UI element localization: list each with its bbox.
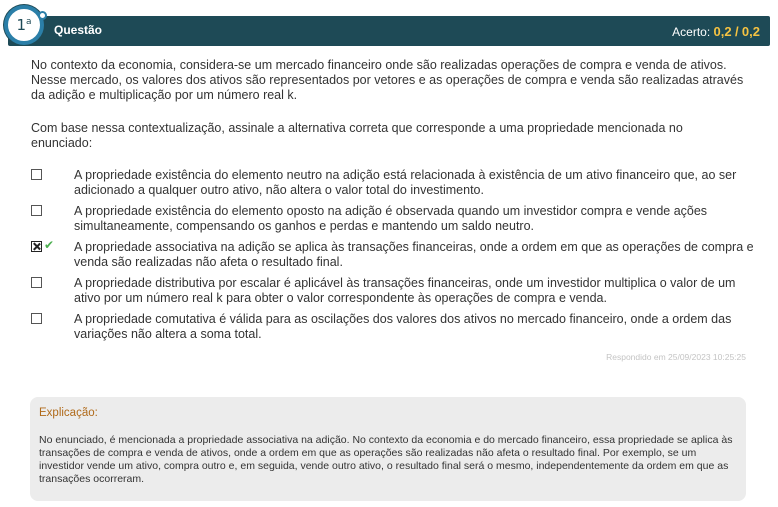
option-text: A propriedade distributiva por escalar é aplicável às transações financeiras, onde um investidor multiplica o valor de um ativo por um número real k para obter o valor correspondente às operações de compra e venda. [74,276,736,305]
option-checkbox-checked[interactable] [31,241,42,252]
option-e[interactable] [31,312,751,348]
option-text: A propriedade comutativa é válida para as oscilações dos valores dos ativos no mercado financeiro, onde a ordem das variações não altera a soma total. [74,312,732,341]
score-value: 0,2 [713,24,732,39]
explanation-text: No enunciado, é mencionada a propriedade associativa na adição. No contexto da economia e do mercado financeiro, essa propriedade se aplica às transações de compra e venda de ativos, onde a ordem em que as operações são realizadas não afeta o resultado final. Por exemplo, se um investidor vende um ativo, compra outro e, em seguida, vende outro ativo, o resultado final será o mesmo, independentemente da ordem em que as transações ocorreram. [39,434,733,485]
question-header [8,16,770,46]
option-text: A propriedade existência do elemento neutro na adição está relacionada à existência de um ativo financeiro que, ao ser adicionado a qualquer outro ativo, não altera o valor total do investimento. [74,168,737,197]
option-c[interactable] [31,238,754,276]
option-text: A propriedade associativa na adição se aplica às transações financeiras, onde a ordem em que as operações de compra e venda são realizadas não afeta o resultado final. [74,240,754,269]
answered-timestamp: Respondido em 25/09/2023 10:25:25 [606,352,746,362]
question-number-badge [4,5,44,45]
score [672,24,760,39]
option-checkbox[interactable] [31,169,42,180]
score-label: Acerto: [672,25,711,39]
explanation-box [30,397,746,501]
option-b[interactable] [31,204,751,240]
explanation-title: Explicação: [39,407,98,419]
option-d[interactable] [31,276,751,312]
option-text: A propriedade existência do elemento oposto na adição é observada quando um investidor compra e vende ações simultaneamente, compensando os ganhos e perdas e mantendo um saldo neutro. [74,204,708,233]
score-separator: / [734,24,739,39]
correct-check-icon: ✔ [44,238,55,252]
option-checkbox[interactable] [31,313,42,324]
badge-dot-icon [38,11,47,20]
option-checkbox[interactable] [31,205,42,216]
question-prompt: Com base nessa contextualização, assinale a alternativa correta que corresponde a uma propriedade mencionada no enunciado: [31,121,683,150]
option-checkbox[interactable] [31,277,42,288]
options-list [31,168,754,348]
option-a[interactable] [31,168,751,204]
question-number: 1$^a$ [16,16,32,34]
score-total: 0,2 [741,24,760,39]
question-title: Questão [54,23,103,37]
question-text: No contexto da economia, considera-se um mercado financeiro onde são realizadas operações de compra e venda de ativos. Nesse mercado, os valores dos ativos são representados por vetores e as operações de compra e venda são realizadas através da adição e multiplicação por um número real k. [31,58,744,102]
